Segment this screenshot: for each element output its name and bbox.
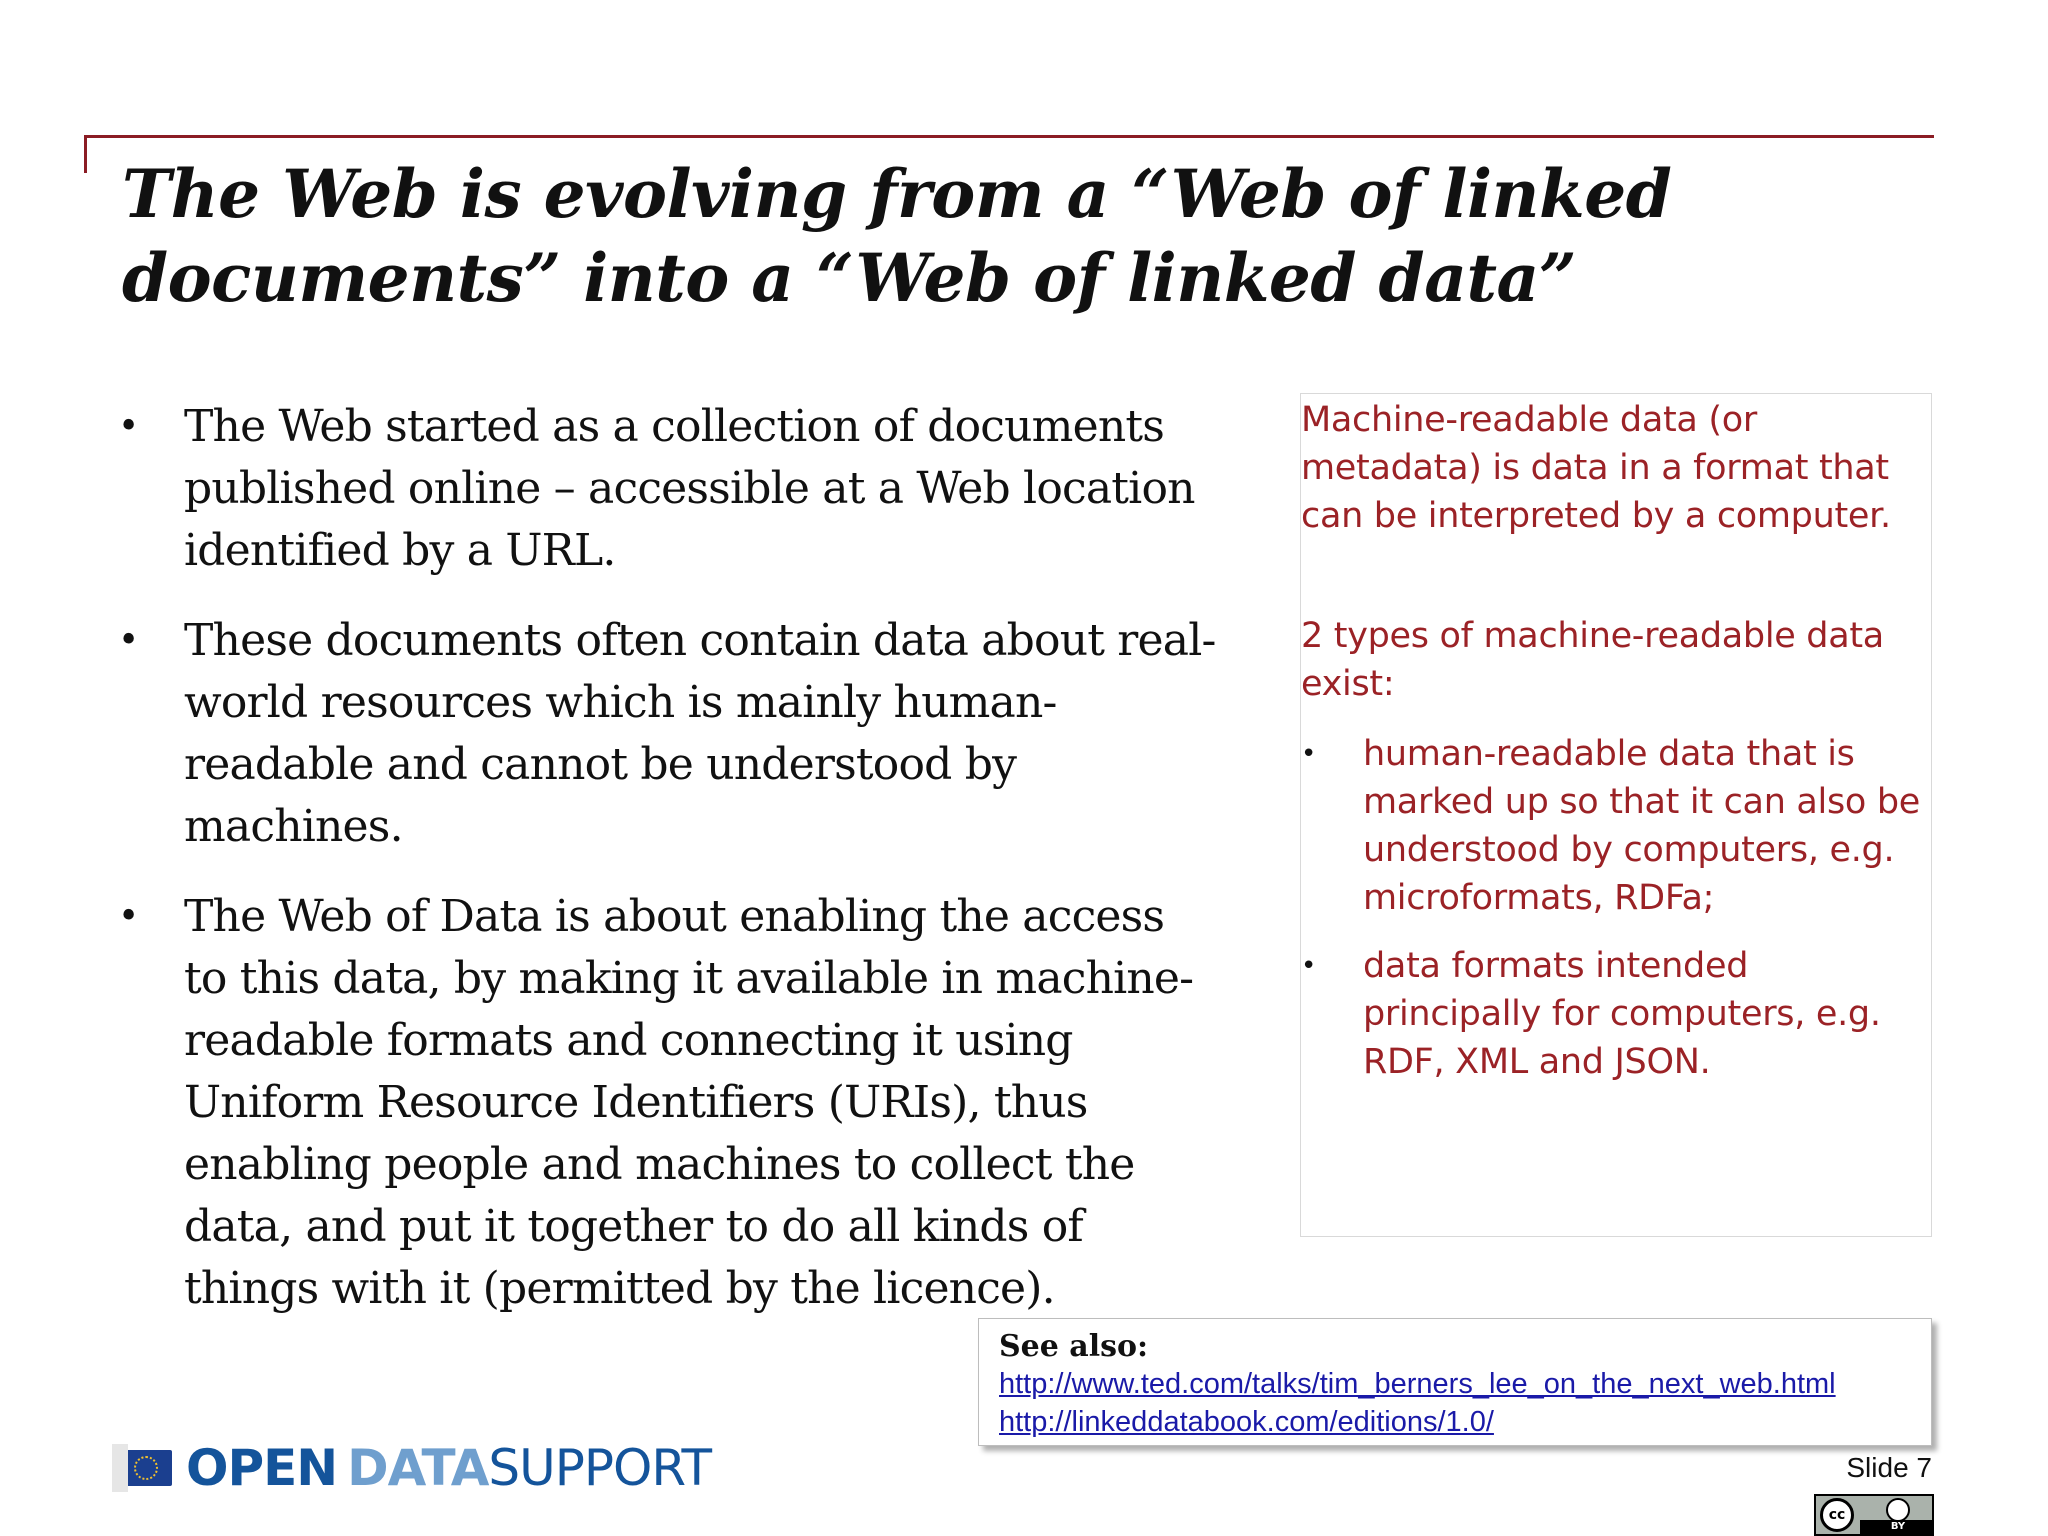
definition-text: Machine-readable data (or metadata) is data in a format that can be interpreted by a computer.: [1301, 400, 1891, 536]
type-item: [1301, 730, 1931, 922]
types-list: [1301, 730, 1931, 1106]
bullet-text: These documents often contain data about real-world resources which is mainly human-readable and cannot be understood by machines.: [184, 615, 1216, 852]
logo-word-support: SUPPORT: [488, 1439, 712, 1497]
attribution-person-icon: [1886, 1498, 1910, 1522]
title-rule-corner: [84, 135, 87, 173]
bullet-item: [118, 610, 1218, 858]
open-data-support-logo: [120, 1438, 711, 1498]
bullet-text: The Web of Data is about enabling the access to this data, by making it available in machine-readable formats and connecting it using Uniform Resource Identifiers (URIs), thus enabling people and machines to collect the data, and put it together to do all kinds of things with it (permitted by the licence).: [184, 891, 1194, 1314]
ted-talk-link[interactable]: http://www.ted.com/talks/tim_berners_lee_on_the_next_web.html: [999, 1368, 1836, 1400]
bullet-text: The Web started as a collection of documents published online – accessible at a Web location identified by a URL.: [184, 401, 1195, 576]
eu-flag-icon: [120, 1450, 172, 1486]
slide-title-line-1: The Web is evolving from a “Web of linked: [122, 155, 1672, 233]
bullet-item: [118, 396, 1218, 582]
slide-title-line-2: documents” into a “Web of linked data”: [122, 239, 1577, 317]
cc-by-license-icon: [1814, 1494, 1934, 1536]
title-rule: [84, 135, 1934, 138]
bullet-item: [118, 886, 1218, 1320]
type-bullet-marker: •: [1301, 951, 1317, 981]
slide-title: [122, 152, 1882, 320]
see-also-box: [978, 1318, 1932, 1446]
logo-wordmark: [186, 1439, 711, 1497]
type-item-text: human-readable data that is marked up so that it can also be understood by computers, e.g. microformats, RDFa;: [1363, 734, 1920, 918]
type-bullet-marker: •: [1301, 739, 1317, 769]
types-intro-text: 2 types of machine-readable data exist:: [1301, 616, 1884, 704]
bullet-marker: •: [118, 406, 139, 447]
bullet-marker: •: [118, 620, 139, 661]
logo-word-open: OPEN: [186, 1439, 338, 1497]
see-also-label: See also:: [999, 1329, 1149, 1364]
cc-mark: cc: [1820, 1498, 1854, 1532]
type-item-text: data formats intended principally for computers, e.g. RDF, XML and JSON.: [1363, 946, 1881, 1082]
linked-data-book-link[interactable]: http://linkeddatabook.com/editions/1.0/: [999, 1406, 1494, 1438]
slide-number: Slide 7: [1846, 1452, 1932, 1483]
bullet-marker: •: [118, 896, 139, 937]
logo-word-data: DATA: [347, 1439, 489, 1497]
by-label: BY: [1860, 1520, 1934, 1534]
main-bullet-list: [118, 396, 1218, 1348]
type-item: [1301, 942, 1931, 1086]
definition-box: [1300, 393, 1932, 1237]
